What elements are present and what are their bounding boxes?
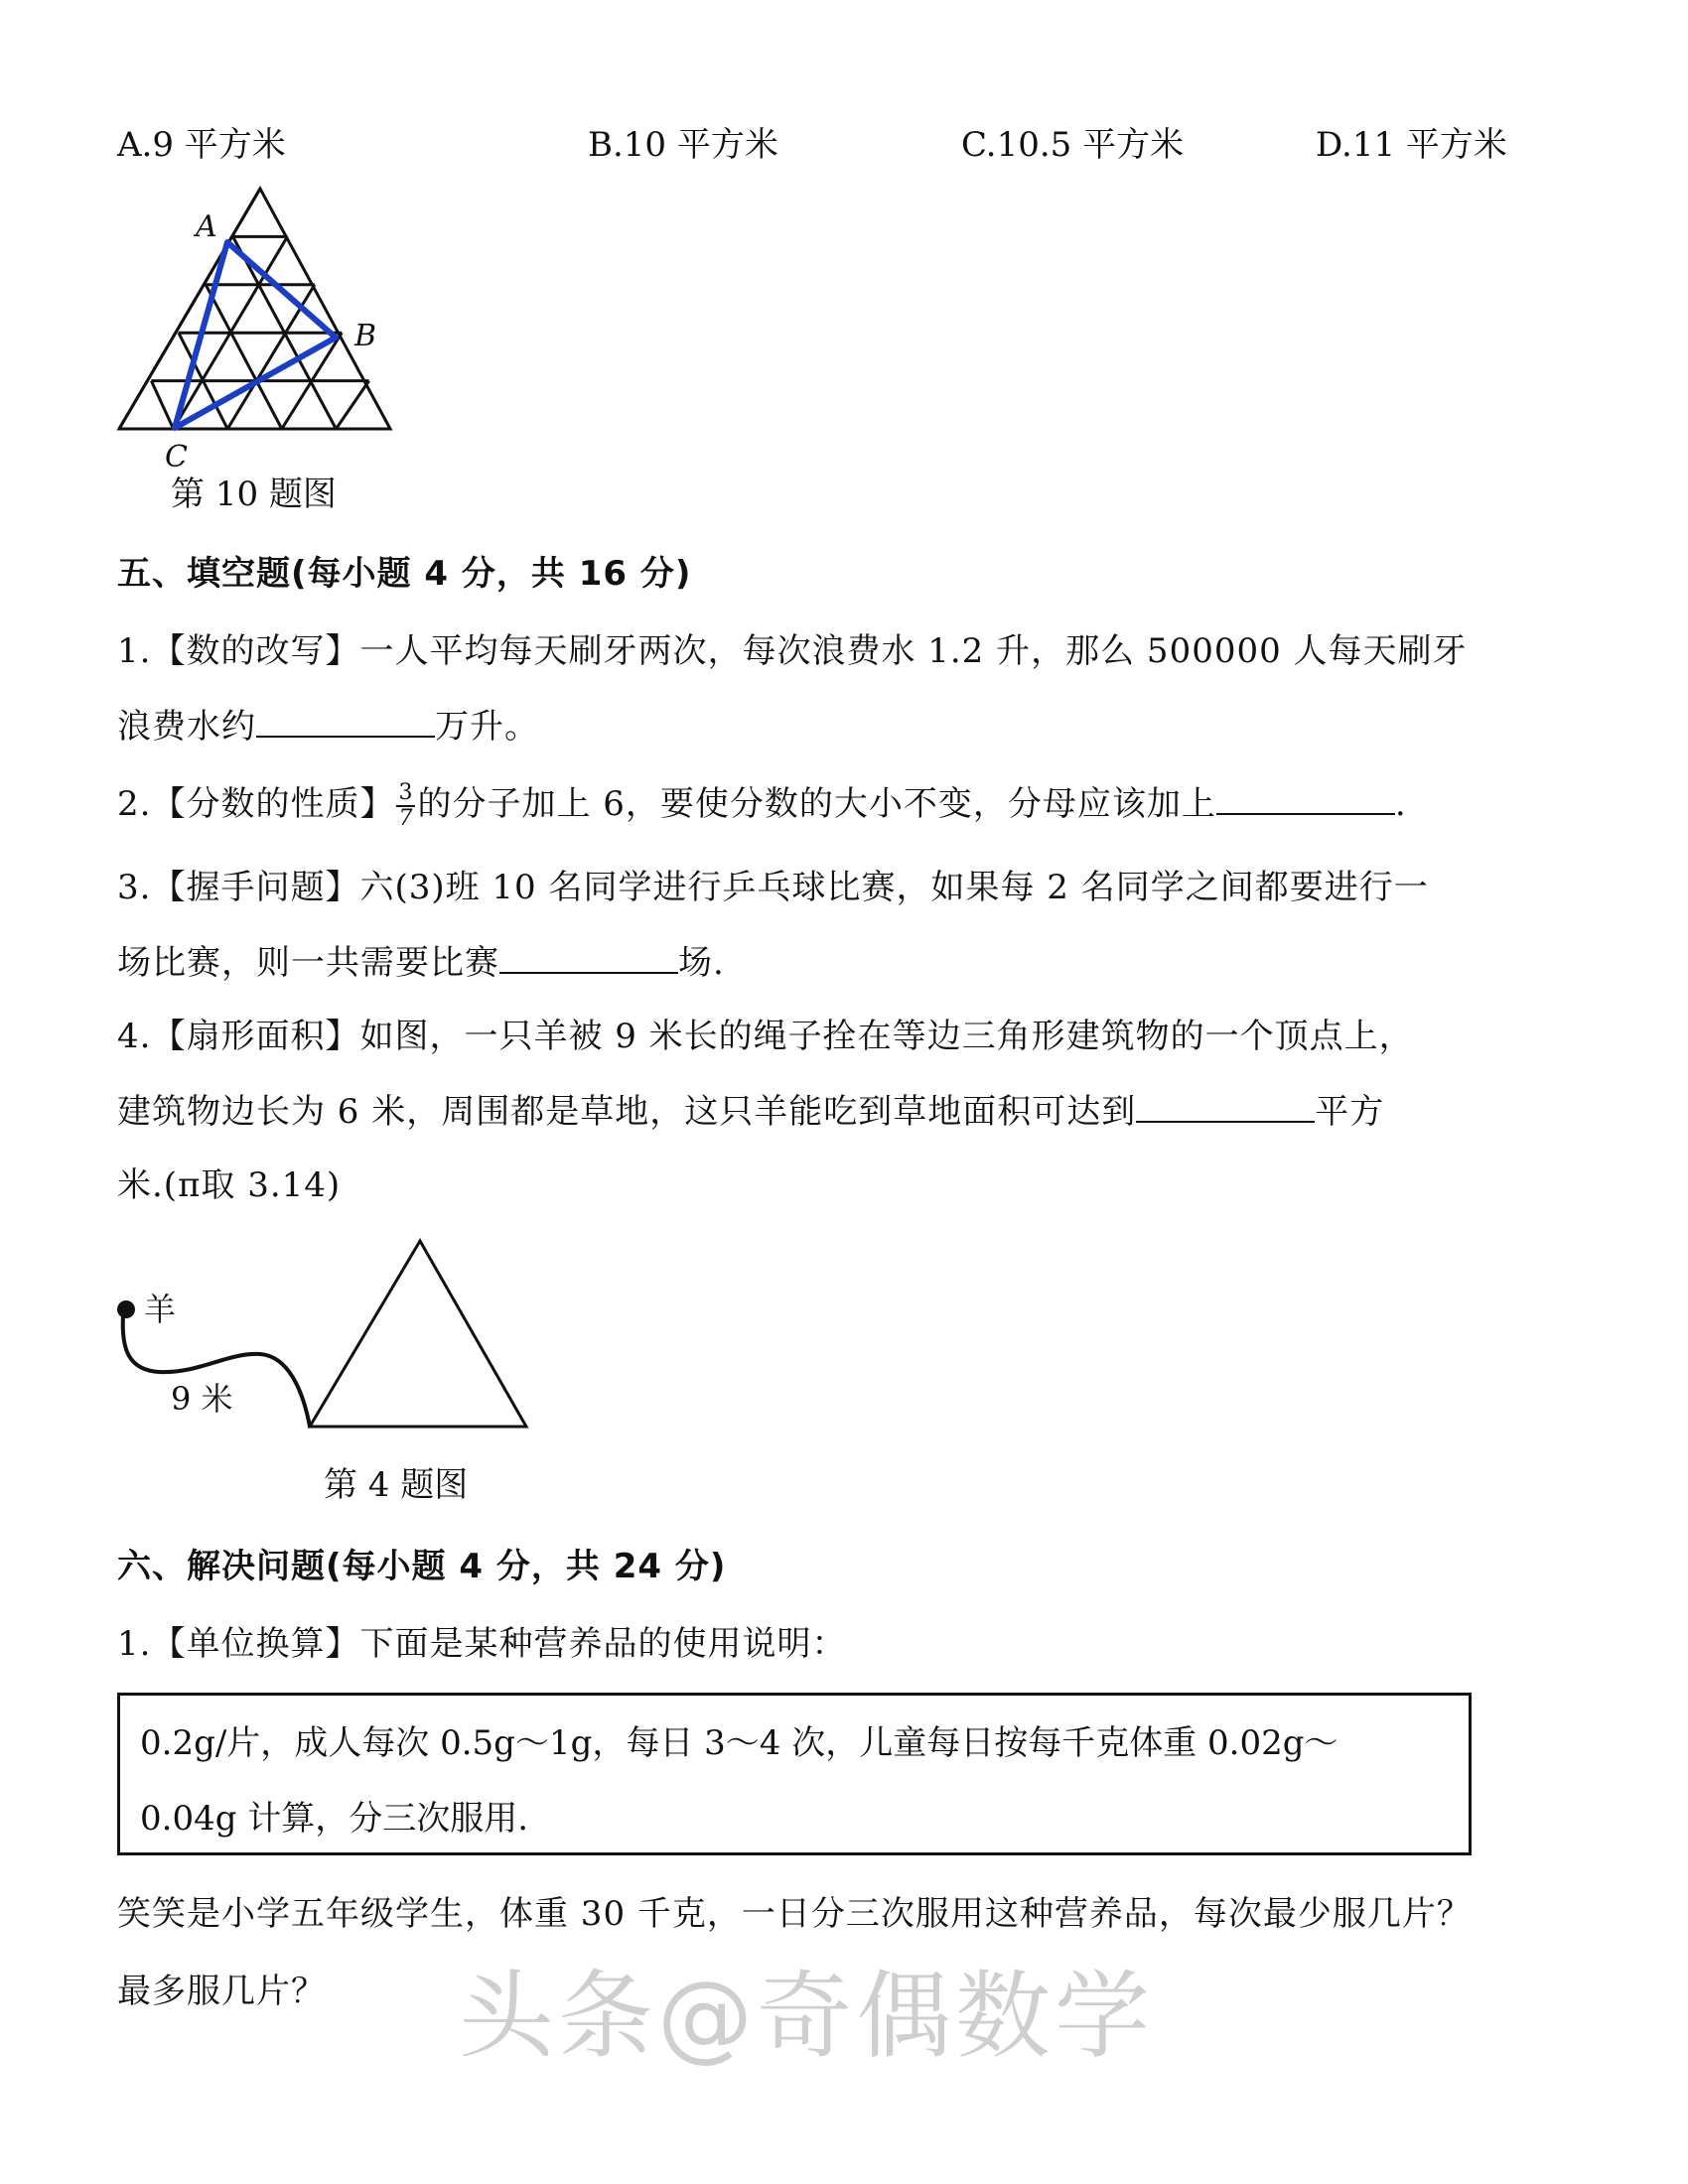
usage-line1: 0.2g/片，成人每次 0.5g～1g，每日 3～4 次，儿童每日按每千克体重 0.02g～ <box>140 1723 1338 1763</box>
vertex-a-label: A <box>196 209 217 244</box>
vertex-c-label: C <box>165 440 188 475</box>
figure-4-caption: 第 4 题图 <box>324 1465 469 1505</box>
goat-dot <box>117 1300 135 1318</box>
option-a: A.9 平方米 <box>117 125 286 165</box>
question-5-3-text-after: 场. <box>678 943 725 983</box>
question-5-1-line1: 1.【数的改写】一人平均每天刷牙两次，每次浪费水 1.2 升，那么 500000 人每天刷牙 <box>117 631 1468 671</box>
usage-instructions-box <box>117 1693 1472 1855</box>
equilateral-triangle-building <box>310 1241 526 1427</box>
question-5-2-prefix: 2.【分数的性质】 <box>117 784 395 824</box>
question-5-2-suffix: 的分子加上 6，要使分数的大小不变，分母应该加上 <box>417 784 1216 824</box>
question-5-1-text-after: 万升。 <box>435 707 539 747</box>
question-5-4-text-after: 平方 <box>1315 1092 1385 1132</box>
question-5-3-text-before: 场比赛，则一共需要比赛 <box>117 943 499 983</box>
rope-length-label: 9 米 <box>171 1380 233 1418</box>
question-6-1-line1: 笑笑是小学五年级学生，体重 30 千克，一日分三次服用这种营养品，每次最少服几片？ <box>117 1894 1472 1934</box>
question-5-1-text-before: 浪费水约 <box>117 707 256 747</box>
section-6-heading: 六、解决问题(每小题 4 分，共 24 分) <box>117 1547 727 1586</box>
question-5-4-line3: 米.(π取 3.14) <box>117 1165 342 1205</box>
vertex-b-label: B <box>354 319 377 353</box>
question-6-1-line2: 最多服几片？ <box>117 1972 326 2011</box>
goat-label: 羊 <box>144 1291 177 1328</box>
question-6-1-intro: 1.【单位换算】下面是某种营养品的使用说明： <box>117 1624 847 1664</box>
question-5-4-line1: 4.【扇形面积】如图，一只羊被 9 米长的绳子拴在等边三角形建筑物的一个顶点上， <box>117 1017 1414 1056</box>
option-d: D.11 平方米 <box>1316 125 1507 165</box>
option-b: B.10 平方米 <box>588 125 778 165</box>
option-c: C.10.5 平方米 <box>961 125 1185 165</box>
fraction-denominator: 7 <box>398 806 414 831</box>
section-5-heading: 五、填空题(每小题 4 分，共 16 分) <box>117 554 692 594</box>
watermark: 头条@奇偶数学 <box>459 1961 1154 2072</box>
question-5-3-line1: 3.【握手问题】六(3)班 10 名同学进行乒乓球比赛，如果每 2 名同学之间都要进行一 <box>117 868 1429 907</box>
figure-10-caption: 第 10 题图 <box>171 475 337 514</box>
fraction-numerator: 3 <box>398 780 414 805</box>
question-5-4-text-before: 建筑物边长为 6 米，周围都是草地，这只羊能吃到草地面积可达到 <box>117 1092 1137 1132</box>
question-5-2-end: . <box>1394 784 1407 824</box>
usage-line2: 0.04g 计算，分三次服用. <box>140 1799 529 1839</box>
